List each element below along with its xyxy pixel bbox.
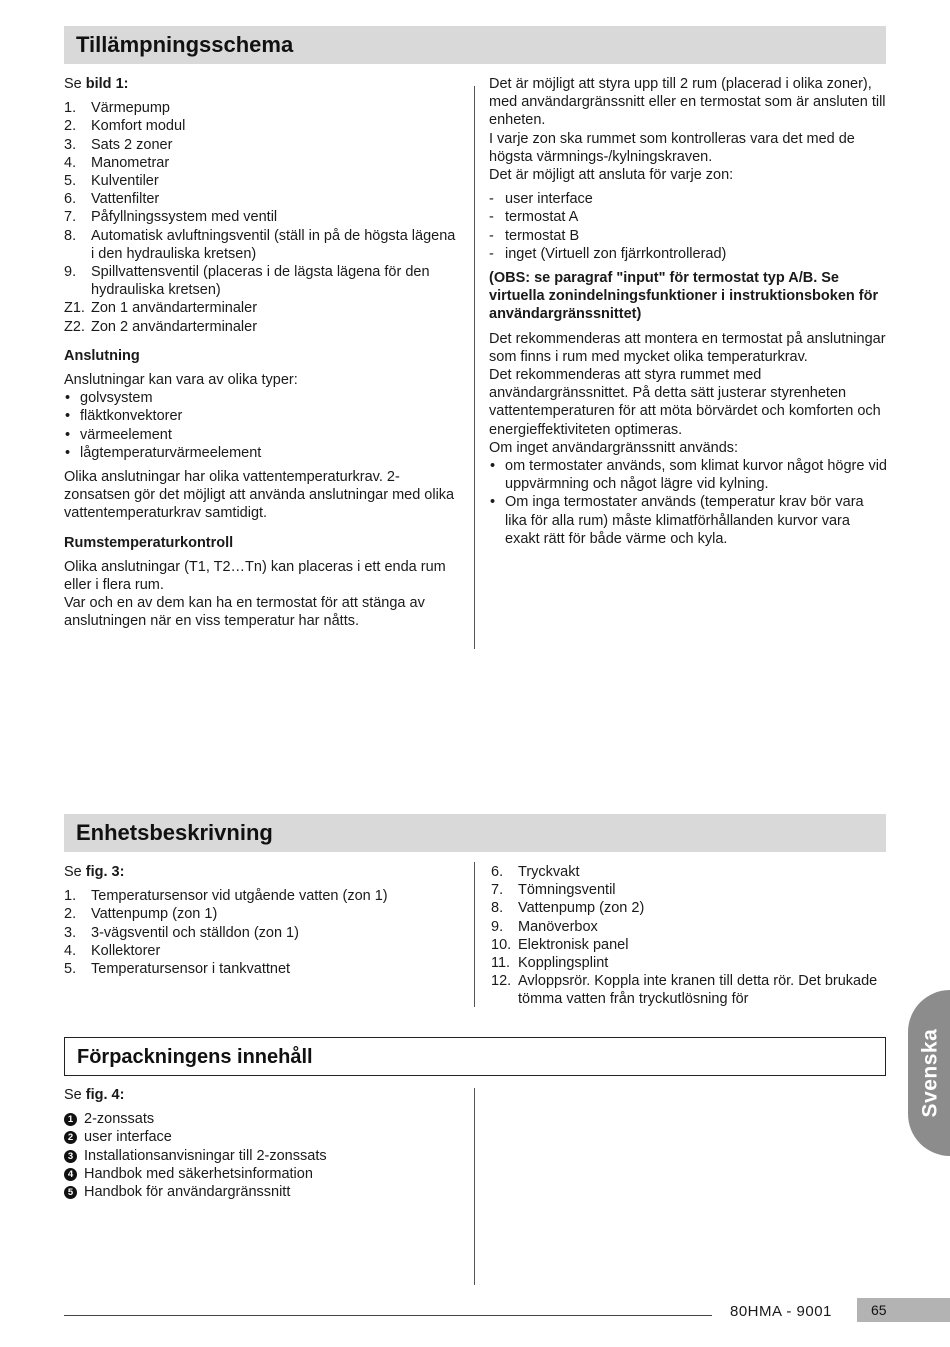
item-text: Avloppsrör. Koppla inte kranen till detta rör. Det brukade tömma vatten från tryckutlösning för <box>518 973 878 1008</box>
section-header-forpackningens-innehall <box>64 1037 886 1076</box>
section3-left-column <box>64 1086 464 1201</box>
item-text: Kulventiler <box>91 173 159 190</box>
item-number: 2. <box>64 118 77 135</box>
column-divider <box>474 86 475 649</box>
section-title: Förpackningens innehåll <box>77 1046 313 1068</box>
dash-icon: - <box>489 209 494 226</box>
dash-icon: - <box>489 245 494 262</box>
item-number: 9. <box>491 918 504 935</box>
unit-parts-list <box>491 863 887 1009</box>
list-item <box>64 190 459 208</box>
list-item <box>64 263 459 299</box>
item-text: inget (Virtuell zon fjärrkontrollerad) <box>505 245 727 262</box>
list-item <box>64 924 464 942</box>
paragraph: Det rekommenderas att styra rummet med användargränssnittet. På detta sätt justerar styrenheten vattentemperaturen för att möta börvärdet och komforten och energieffektiviteten optimeras. <box>489 367 881 438</box>
list-item <box>491 863 887 881</box>
list-item <box>64 299 459 317</box>
item-number: 6. <box>64 191 77 208</box>
item-text: Spillvattensventil (placeras i de lägsta lägena för den hydrauliska kretsen) <box>91 264 430 299</box>
item-number: 4. <box>64 154 77 171</box>
item-text: värmeelement <box>80 426 172 443</box>
item-number: 7. <box>491 882 504 899</box>
item-number: 7. <box>64 209 77 226</box>
section-title: Enhetsbeskrivning <box>76 820 273 845</box>
note: (OBS: se paragraf "input" för termostat typ A/B. Se virtuella zonindelningsfunktioner i instruktionsboken för användargränssnittet) <box>489 270 879 323</box>
recommendation-list <box>489 457 887 548</box>
item-number: 1. <box>64 100 77 117</box>
column-divider <box>474 1088 475 1285</box>
item-number: 1. <box>64 888 77 905</box>
item-text: Komfort modul <box>91 118 186 135</box>
item-number: 10. <box>491 936 512 953</box>
list-item <box>64 444 459 462</box>
item-text: Vattenpump (zon 1) <box>91 906 218 923</box>
paragraph: Det rekommenderas att montera en termostat på anslutningar som finns i rum med mycket olika temperaturkrav. <box>489 330 886 365</box>
list-item <box>491 899 887 917</box>
item-text: lågtemperaturvärmeelement <box>80 444 262 461</box>
item-text: user interface <box>84 1129 172 1146</box>
item-text: user interface <box>505 191 593 208</box>
list-item <box>64 318 459 336</box>
list-item <box>64 208 459 226</box>
list-item <box>64 154 459 172</box>
item-text: Handbok för användargränssnitt <box>84 1184 291 1201</box>
item-text: termostat B <box>505 227 580 244</box>
list-item <box>64 389 459 407</box>
item-text: Kollektorer <box>91 942 161 959</box>
anslutning-text: Olika anslutningar har olika vattentemperaturkrav. 2-zonsatsen gör det möjligt att använda anslutningar med olika vattentemperaturkrav samtidigt. <box>64 469 455 522</box>
list-item <box>64 960 464 978</box>
item-text: Tömningsventil <box>518 882 616 899</box>
item-text: 3-vägsventil och ställdon (zon 1) <box>91 924 299 941</box>
circled-number-icon: 5 <box>64 1186 77 1199</box>
paragraph: I varje zon ska rummet som kontrolleras vara det med de högsta värmnings-/kylningskraven. <box>489 130 855 165</box>
item-number: 8. <box>491 900 504 917</box>
item-text: termostat A <box>505 209 579 226</box>
section-header-tillampningsschema <box>64 26 886 64</box>
item-number: 4. <box>64 942 77 959</box>
item-text: Automatisk avluftningsventil (ställ in på de högsta lägena i den hydrauliska kretsen) <box>91 227 456 262</box>
list-item <box>64 942 464 960</box>
list-item <box>489 190 887 208</box>
list-item <box>64 1147 464 1165</box>
item-text: Elektronisk panel <box>518 936 629 953</box>
circled-number-icon: 2 <box>64 1131 77 1144</box>
item-text: golvsystem <box>80 390 153 407</box>
item-number: 3. <box>64 924 77 941</box>
list-item <box>64 887 464 905</box>
document-code: 80HMA - 9001 <box>730 1303 832 1320</box>
bullet-icon: • <box>490 458 496 475</box>
column-divider <box>474 862 475 1007</box>
package-contents-list <box>64 1110 464 1201</box>
item-text: Manometrar <box>91 154 170 171</box>
paragraph: Det är möjligt att ansluta för varje zon: <box>489 167 734 184</box>
list-item <box>64 1110 464 1128</box>
item-text: Temperatursensor i tankvattnet <box>91 961 291 978</box>
item-text: Installationsanvisningar till 2-zonssats <box>84 1147 327 1164</box>
list-item <box>491 936 887 954</box>
language-tab <box>908 990 950 1156</box>
unit-parts-list <box>64 887 464 978</box>
rum-text-1: Olika anslutningar (T1, T2…Tn) kan placeras i ett enda rum eller i flera rum. <box>64 558 446 594</box>
list-item <box>64 117 459 135</box>
list-item <box>64 172 459 190</box>
item-number: 5. <box>64 961 77 978</box>
item-number: Z1. <box>64 300 85 317</box>
list-item <box>489 457 887 493</box>
list-item <box>64 1128 464 1146</box>
item-text: om termostater används, som klimat kurvor något högre vid uppvärmning och något lägre vid kylning. <box>505 458 887 493</box>
item-text: Vattenfilter <box>91 191 160 208</box>
section1-right-column <box>489 75 887 548</box>
section2-left-column <box>64 863 464 978</box>
list-item <box>64 426 459 444</box>
item-number: 12. <box>491 973 512 990</box>
paragraph: Det är möjligt att styra upp till 2 rum (placerad i olika zoner), med användargränssnitt eller en termostat som är ansluten till enheten. <box>489 76 886 129</box>
item-text: Manöverbox <box>518 918 598 935</box>
figure-reference: Se fig. 4: <box>64 1087 125 1103</box>
item-text: Zon 2 användarterminaler <box>91 318 258 335</box>
item-text: Sats 2 zoner <box>91 136 173 153</box>
item-text: Zon 1 användarterminaler <box>91 300 258 317</box>
bullet-icon: • <box>65 444 71 461</box>
list-item <box>489 227 887 245</box>
item-text: Påfyllningssystem med ventil <box>91 209 278 226</box>
anslutning-intro: Anslutningar kan vara av olika typer: <box>64 372 298 389</box>
list-item <box>64 1183 464 1201</box>
list-item <box>491 972 887 1008</box>
dash-icon: - <box>489 227 494 244</box>
item-text: Temperatursensor vid utgående vatten (zon 1) <box>91 888 388 905</box>
item-text: Vattenpump (zon 2) <box>518 900 645 917</box>
bullet-icon: • <box>490 494 496 511</box>
item-number: 9. <box>64 264 77 281</box>
component-list <box>64 99 459 336</box>
circled-number-icon: 1 <box>64 1113 77 1126</box>
list-item <box>64 99 459 117</box>
zone-option-list <box>489 190 887 263</box>
item-text: Handbok med säkerhetsinformation <box>84 1165 313 1182</box>
item-text: 2-zonssats <box>84 1111 155 1128</box>
circled-number-icon: 4 <box>64 1168 77 1181</box>
bullet-icon: • <box>65 426 71 443</box>
item-text: Om inga termostater används (temperatur krav bör vara lika för alla rum) måste klimatförhållanden kurvor vara exakt rätt för både värme och kyla. <box>505 494 864 547</box>
footer-rule <box>64 1315 712 1316</box>
item-number: 6. <box>491 864 504 880</box>
item-number: Z2. <box>64 318 85 335</box>
language-label: Svenska <box>917 1028 941 1118</box>
list-item <box>64 227 459 263</box>
item-number: 11. <box>491 955 511 972</box>
subheading-rumstemperaturkontroll: Rumstemperaturkontroll <box>64 534 234 551</box>
list-item <box>491 954 887 972</box>
subheading-anslutning: Anslutning <box>64 347 140 364</box>
list-item <box>64 905 464 923</box>
item-number: 8. <box>64 227 77 244</box>
item-text: Kopplingsplint <box>518 955 609 972</box>
item-number: 2. <box>64 906 77 923</box>
section-title: Tillämpningsschema <box>76 32 294 57</box>
section2-right-column <box>491 863 887 1009</box>
figure-reference: Se fig. 3: <box>64 864 125 880</box>
page-number: 65 <box>857 1298 950 1322</box>
item-number: 5. <box>64 173 77 190</box>
list-item <box>64 407 459 425</box>
section-header-enhetsbeskrivning <box>64 814 886 852</box>
circled-number-icon: 3 <box>64 1150 77 1163</box>
item-text: fläktkonvektorer <box>80 408 183 425</box>
dash-icon: - <box>489 191 494 208</box>
section1-left-column <box>64 75 459 631</box>
item-number: 3. <box>64 136 77 153</box>
list-item <box>491 881 887 899</box>
bullet-icon: • <box>65 390 71 407</box>
list-item <box>489 493 887 548</box>
rum-text-2: Var och en av dem kan ha en termostat för att stänga av anslutningen när en viss temperatur har nåtts. <box>64 595 425 630</box>
list-item <box>491 918 887 936</box>
bullet-icon: • <box>65 408 71 425</box>
anslutning-list <box>64 389 459 462</box>
list-item <box>64 1165 464 1183</box>
list-item <box>489 208 887 226</box>
list-item <box>489 245 887 263</box>
item-text: Tryckvakt <box>518 864 580 880</box>
figure-reference: Se bild 1: <box>64 76 129 92</box>
paragraph: Om inget användargränssnitt används: <box>489 439 739 456</box>
list-item <box>64 136 459 154</box>
item-text: Värmepump <box>91 100 170 117</box>
